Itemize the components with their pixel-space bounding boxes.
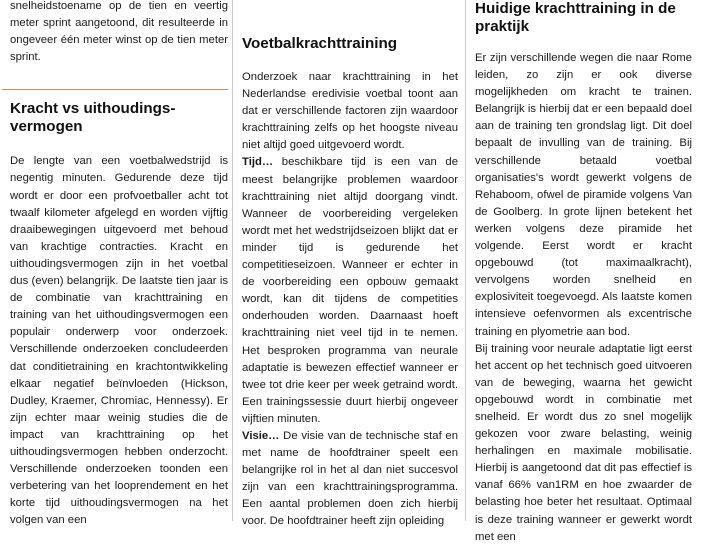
column-middle	[242, 0, 458, 531]
body-paragraph-visie	[242, 428, 458, 531]
body-paragraph: De lengte van een voetbalwedstrijd is negentig minuten. Gedurende deze tijd wordt er door een profvoetballer acht tot twaalf kilometer afgelegd en worden vijftig draaibewegingen uitgevoerd met behoud van krachtige contracties. Kracht en uithoudingsvermogen zijn in het voetbal dus (even) belangrijk. De laatste tien jaar is de combinatie van krachttraining en training van het uithoudingsvermogen een populair onderwerp voor onderzoek. Verschillende onderzoeken concludeerden dat conditietraining en krachtontwikkeling elkaar negatief beïnvloeden (Hickson, Dudley, Kraemer, Chromiac, Hennessy). Er zijn echter maar weinig studies die de impact van krachttraining op het uithoudingsvermogen hebben onderzocht. Verschillende onderzoeken toonden een verbetering van het looprendement en het korte tijd uithoudingsvermogen na het volgen van een	[10, 155, 228, 527]
body-paragraph-tijd	[242, 154, 458, 428]
column-left	[10, 0, 228, 529]
body-paragraph: Bij training voor neurale adaptatie ligt eerst het accent op het technisch goed uitvoeren van de beweging, waarna het gewicht opgebouwd wordt in combinatie met snelheid. Er wordt dus zo snel mogelijk gekozen voor zware belasting, weinig herhalingen en maximale mobilisatie. Hierbij is aangetoond dat dit pas effectief is vanaf 66% van1RM en hoe zwaarder de belasting hoe beter het resultaat. Optimaal is deze training wanneer er gewerkt wordt met een	[475, 342, 692, 543]
body-paragraph: Onderzoek naar krachttraining in het Nederlandse eredivisie voetbal toont aan dat er verschillende factoren zijn waardoor krachttraining zelfs op het hoogste niveau niet altijd goed uitgevoerd wordt.	[242, 71, 458, 152]
column-divider-right	[465, 0, 466, 521]
paragraph-text: De visie van de technische staf en met name de hoofdtrainer speelt een belangrijke rol in het al dan niet succesvol zijn van een krachttrainingsprogramma. Een aantal problemen doen zich hierbij voor. De hoofdtrainer heeft zijn opleiding	[242, 429, 458, 528]
run-in-lead: Visie…	[242, 429, 280, 442]
section-heading-kracht-vs-uithoudingsvermogen: Kracht vs uithoudings-vermogen	[10, 100, 176, 136]
section-heading-voetbalkrachttraining: Voetbalkrachttraining	[242, 35, 397, 52]
section-heading-huidige-krachttraining: Huidige krachttraining in de praktijk	[475, 0, 676, 35]
paragraph-text: beschikbare tijd is een van de meest belangrijke problemen waardoor krachttraining niet altijd doorgang vindt. Wanneer de voorbereiding vergeleken wordt met het wedstrijdseizoen blijkt dat er minder tijd is gedurende het competitieseizoen. Wanneer er echter in de voorbereiding een opbouw gemaakt wordt, kan dit tijdens de competities onderhouden worden. Daarnaast hoeft krachttraining niet veel tijd in te nemen. Het besproken programma van neurale adaptatie is bewezen effectief wanneer er twee tot drie keer per week getraind wordt. Een trainingssessie duurt hierbij ongeveer vijftien minuten.	[242, 156, 458, 425]
run-in-lead: Tijd…	[242, 156, 274, 169]
column-divider-left	[232, 0, 233, 521]
column-right	[475, 0, 692, 546]
body-paragraph: Er zijn verschillende wegen die naar Rome leiden, zo zijn er ook diverse mogelijkheden om kracht te trainen. Belangrijk is hierbij dat er een bepaald doel aan de training ten grondslag ligt. Dit doel bepaalt de invulling van de training. Bij verschillende betaald voetbal organisaties's wordt gewerkt volgens de Rehaboom, ofwel de piramide volgens Van de Goolberg. In grote lijnen betekent het werken volgens deze piramide het volgende. Eerst wordt er kracht opgebouwd (tot maximaalkracht), vervolgens worden snelheid en explosiviteit toegevoegd. Als laatste komen intensieve oefenvormen als excentrische training en plyometrie aan bod.	[475, 52, 692, 338]
intro-paragraph: snelheidstoename op de tien en veertig meter sprint aangetoond, dit resulteerde in ongeveer één meter winst op de tien meter sprint.	[10, 0, 228, 64]
